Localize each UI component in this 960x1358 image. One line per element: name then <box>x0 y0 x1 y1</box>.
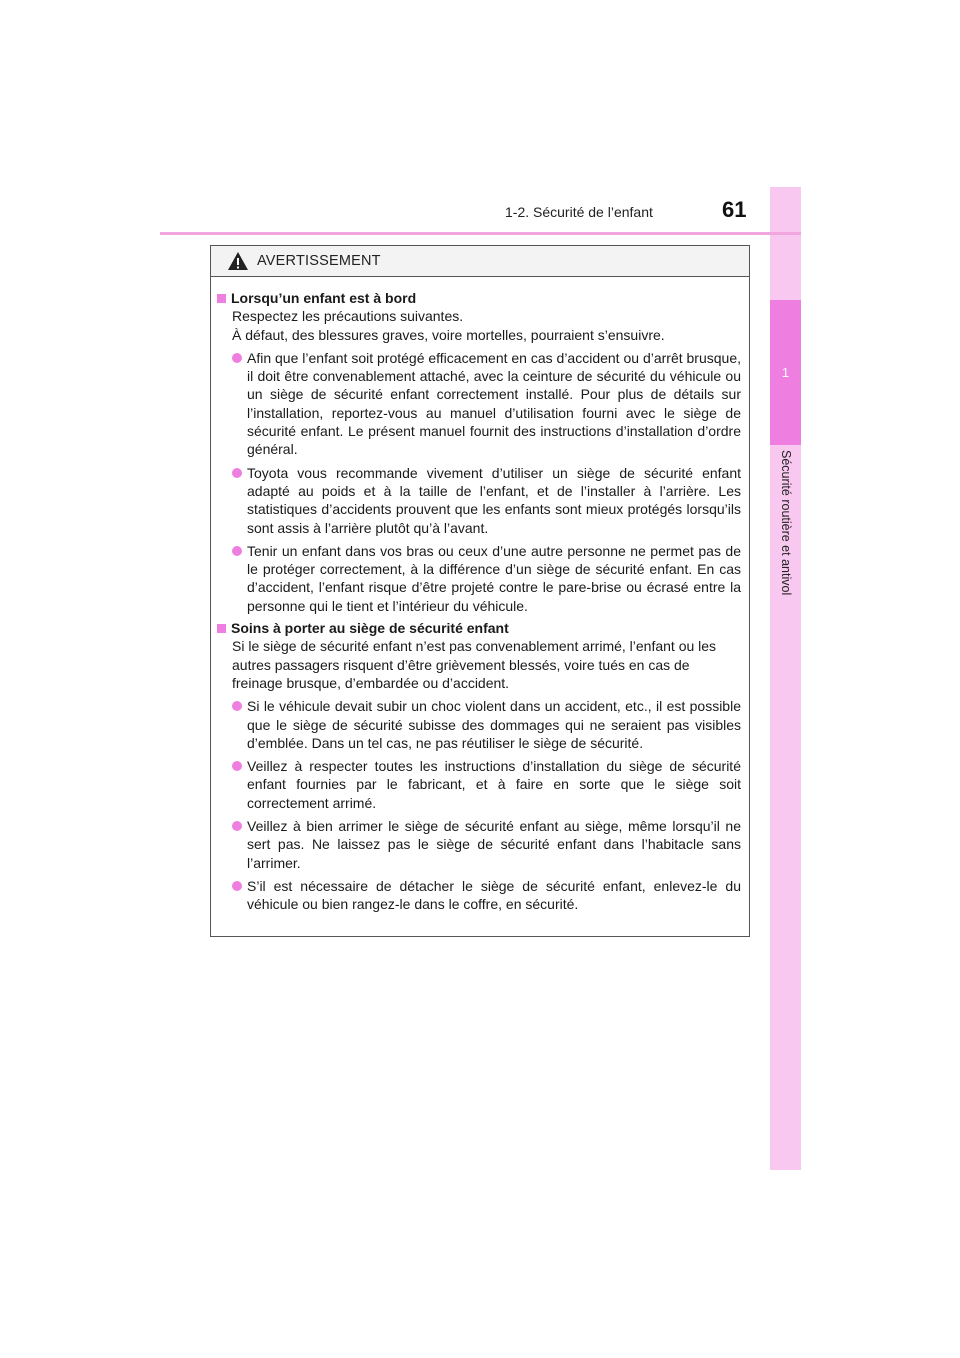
circle-bullet-icon <box>217 697 232 752</box>
square-bullet-icon <box>217 294 226 303</box>
section-heading <box>217 619 741 637</box>
page-number: 61 <box>722 197 747 222</box>
bullet-text: Afin que l’enfant soit protégé efficacement en cas d’accident ou d’arrêt brusque, il doit être convenablement attaché, avec la ceinture de sécurité du véhicule ou un siège de sécurité enfant correctement installé. Pour plus de détails sur l’installation, reportez-vous au manuel d’utilisation fourni avec le siège de sécurité enfant. Le présent manuel fournit des instructions d’installation d’ordre général. <box>247 349 741 458</box>
warning-header <box>211 246 749 277</box>
circle-bullet-icon <box>217 464 232 537</box>
bullet-text: Si le véhicule devait subir un choc violent dans un accident, etc., il est possible que le siège de sécurité subisse des dommages qui ne seraient pas visibles d’emblée. Dans un tel cas, ne pas réutiliser le siège de sécurité. <box>247 698 741 751</box>
intro-line: Respectez les précautions suivantes. <box>232 308 464 325</box>
section-heading-text: Lorsqu’un enfant est à bord <box>231 290 417 306</box>
circle-bullet-icon <box>217 542 232 615</box>
bullet-text: Toyota vous recommande vivement d’utiliser un siège de sécurité enfant adapté au poids et à la taille de l’enfant, et de l’installer à l’arrière. Les statistiques d’accidents prouvent que les enfants sont mieux protégés lorsqu’ils sont assis à l’arrière plutôt qu’à l’avant. <box>247 464 741 536</box>
section-child-seat-care <box>217 619 741 913</box>
list-item <box>217 349 741 459</box>
warning-triangle-icon <box>227 251 249 271</box>
chapter-number: 1 <box>781 365 790 380</box>
header-divider <box>160 232 801 235</box>
chapter-label: Sécurité routière et antivol <box>779 450 793 596</box>
section-heading <box>217 289 741 307</box>
bullet-text: Tenir un enfant dans vos bras ou ceux d’une autre personne ne permet pas de le protéger correctement, à la différence d’un siège de sécurité enfant. En cas d’accident, l’enfant risque d’être projeté contre le pare-brise ou écrasé entre la personne qui le tient et l’intérieur du véhicule. <box>247 542 741 614</box>
list-item <box>217 877 741 914</box>
circle-bullet-icon <box>217 757 232 812</box>
list-item <box>217 757 741 812</box>
bullet-text: Veillez à bien arrimer le siège de sécurité enfant au siège, même lorsqu’il ne sert pas. Ne laissez pas le siège de sécurité enfant dans l’habitacle sans l’arrimer. <box>247 818 741 871</box>
section-heading-text: Soins à porter au siège de sécurité enfant <box>231 620 509 637</box>
circle-bullet-icon <box>217 349 232 459</box>
bullet-text: Veillez à respecter toutes les instructions d’installation du siège de sécurité enfant fournies par le fabricant, et à faire en sorte que le siège soit correctement arrimé. <box>247 758 741 811</box>
warning-title: AVERTISSEMENT <box>257 253 381 269</box>
circle-bullet-icon <box>217 817 232 872</box>
section-title: 1-2. Sécurité de l’enfant <box>505 204 653 220</box>
bullet-text: S’il est nécessaire de détacher le siège de sécurité enfant, enlevez-le du véhicule ou bien rangez-le dans le coffre, en sécurité. <box>247 877 741 913</box>
intro-line: Si le siège de sécurité enfant n’est pas convenablement arrimé, l’enfant ou les autres passagers risquent d’être grièvement blessés, voire tués en cas de freinage brusque, d’embardée ou d’accident. <box>232 638 717 691</box>
section-child-on-board <box>217 289 741 615</box>
circle-bullet-icon <box>217 877 232 914</box>
intro-line: À défaut, des blessures graves, voire mortelles, pourraient s’ensuivre. <box>232 326 665 343</box>
square-bullet-icon <box>217 624 226 633</box>
warning-body <box>211 277 749 914</box>
warning-box <box>210 245 750 937</box>
list-item <box>217 697 741 752</box>
list-item <box>217 464 741 537</box>
chapter-number-tab <box>770 300 801 445</box>
list-item <box>217 542 741 615</box>
list-item <box>217 817 741 872</box>
